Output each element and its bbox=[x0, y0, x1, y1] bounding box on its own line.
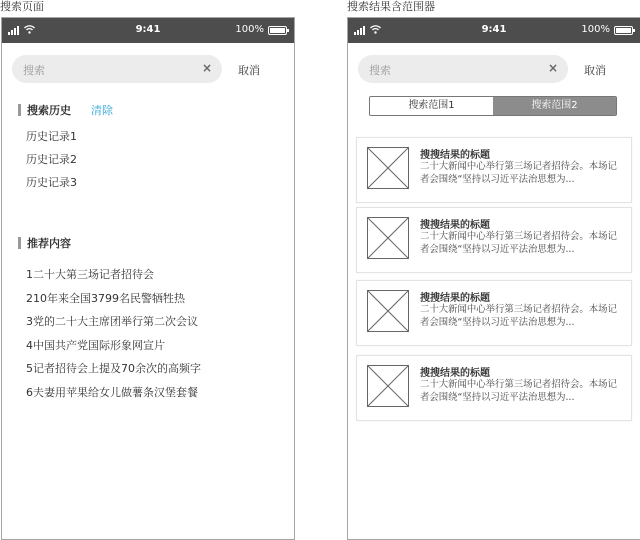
frame-caption-search-page: 搜索页面 bbox=[0, 0, 44, 13]
image-placeholder-icon bbox=[367, 365, 409, 407]
battery-percent: 100% bbox=[581, 24, 610, 35]
result-title: 搜搜结果的标题 bbox=[420, 293, 490, 304]
result-description: 二十大新闻中心举行第三场记者招待会。本场记者会围绕“坚持以习近平法治思想为... bbox=[420, 231, 617, 255]
recommend-item[interactable]: 6夫妻用苹果给女儿做薯条汉堡套餐 bbox=[26, 385, 198, 399]
result-title: 搜搜结果的标题 bbox=[420, 150, 490, 161]
phone-search-results bbox=[347, 17, 640, 540]
recommend-item[interactable]: 3党的二十大主席团举行第二次会议 bbox=[26, 315, 198, 328]
scope-tab-1[interactable]: 搜索范围1 bbox=[370, 97, 493, 115]
section-marker bbox=[18, 237, 21, 249]
battery-icon bbox=[268, 26, 287, 35]
history-title: 搜索历史 bbox=[27, 104, 71, 117]
result-description: 二十大新闻中心举行第三场记者招待会。本场记者会围绕“坚持以习近平法治思想为... bbox=[420, 161, 617, 185]
image-placeholder-icon bbox=[367, 147, 409, 189]
clear-history-link[interactable]: 清除 bbox=[91, 104, 113, 117]
frame-caption-search-results: 搜索结果含范围器 bbox=[347, 0, 435, 13]
battery-icon bbox=[614, 26, 633, 35]
recommend-item[interactable]: 1二十大第三场记者招待会 bbox=[26, 268, 154, 281]
section-marker bbox=[18, 104, 21, 116]
cancel-button[interactable]: 取消 bbox=[584, 64, 606, 77]
result-title: 搜搜结果的标题 bbox=[420, 368, 490, 379]
status-bar bbox=[2, 18, 294, 43]
history-item[interactable]: 历史记录2 bbox=[26, 153, 77, 166]
scope-segmented-control bbox=[369, 96, 617, 116]
recommend-item[interactable]: 210年来全国3799名民警牺牲热 bbox=[26, 291, 185, 305]
phone-search-page bbox=[1, 17, 295, 540]
recommend-header bbox=[18, 235, 71, 251]
search-bar-row bbox=[2, 43, 294, 93]
search-input[interactable] bbox=[12, 55, 222, 83]
result-title: 搜搜结果的标题 bbox=[420, 220, 490, 231]
result-description: 二十大新闻中心举行第三场记者招待会。本场记者会围绕“坚持以习近平法治思想为... bbox=[420, 304, 617, 328]
history-list bbox=[26, 129, 77, 198]
search-bar-row bbox=[348, 43, 640, 93]
search-placeholder: 搜索 bbox=[23, 64, 45, 77]
result-card[interactable] bbox=[356, 137, 632, 203]
history-header bbox=[18, 102, 113, 118]
status-time: 9:41 bbox=[135, 24, 161, 35]
recommend-list bbox=[26, 267, 201, 408]
history-item[interactable]: 历史记录3 bbox=[26, 176, 77, 189]
status-time: 9:41 bbox=[481, 24, 507, 35]
clear-icon[interactable]: × bbox=[201, 61, 212, 75]
result-card[interactable] bbox=[356, 280, 632, 346]
cancel-button[interactable]: 取消 bbox=[238, 64, 260, 77]
image-placeholder-icon bbox=[367, 290, 409, 332]
recommend-title: 推荐内容 bbox=[27, 237, 71, 250]
result-card[interactable] bbox=[356, 207, 632, 273]
scope-tab-2[interactable]: 搜索范围2 bbox=[493, 97, 616, 115]
search-placeholder: 搜索 bbox=[369, 64, 391, 77]
battery-percent: 100% bbox=[235, 24, 264, 35]
clear-icon[interactable]: × bbox=[547, 61, 558, 75]
status-bar bbox=[348, 18, 640, 43]
recommend-item[interactable]: 5记者招待会上提及70余次的高频字 bbox=[26, 362, 201, 375]
result-card[interactable] bbox=[356, 355, 632, 421]
image-placeholder-icon bbox=[367, 217, 409, 259]
result-description: 二十大新闻中心举行第三场记者招待会。本场记者会围绕“坚持以习近平法治思想为... bbox=[420, 379, 617, 403]
recommend-item[interactable]: 4中国共产党国际形象网宣片 bbox=[26, 338, 165, 352]
search-input[interactable] bbox=[358, 55, 568, 83]
history-item[interactable]: 历史记录1 bbox=[26, 130, 77, 143]
